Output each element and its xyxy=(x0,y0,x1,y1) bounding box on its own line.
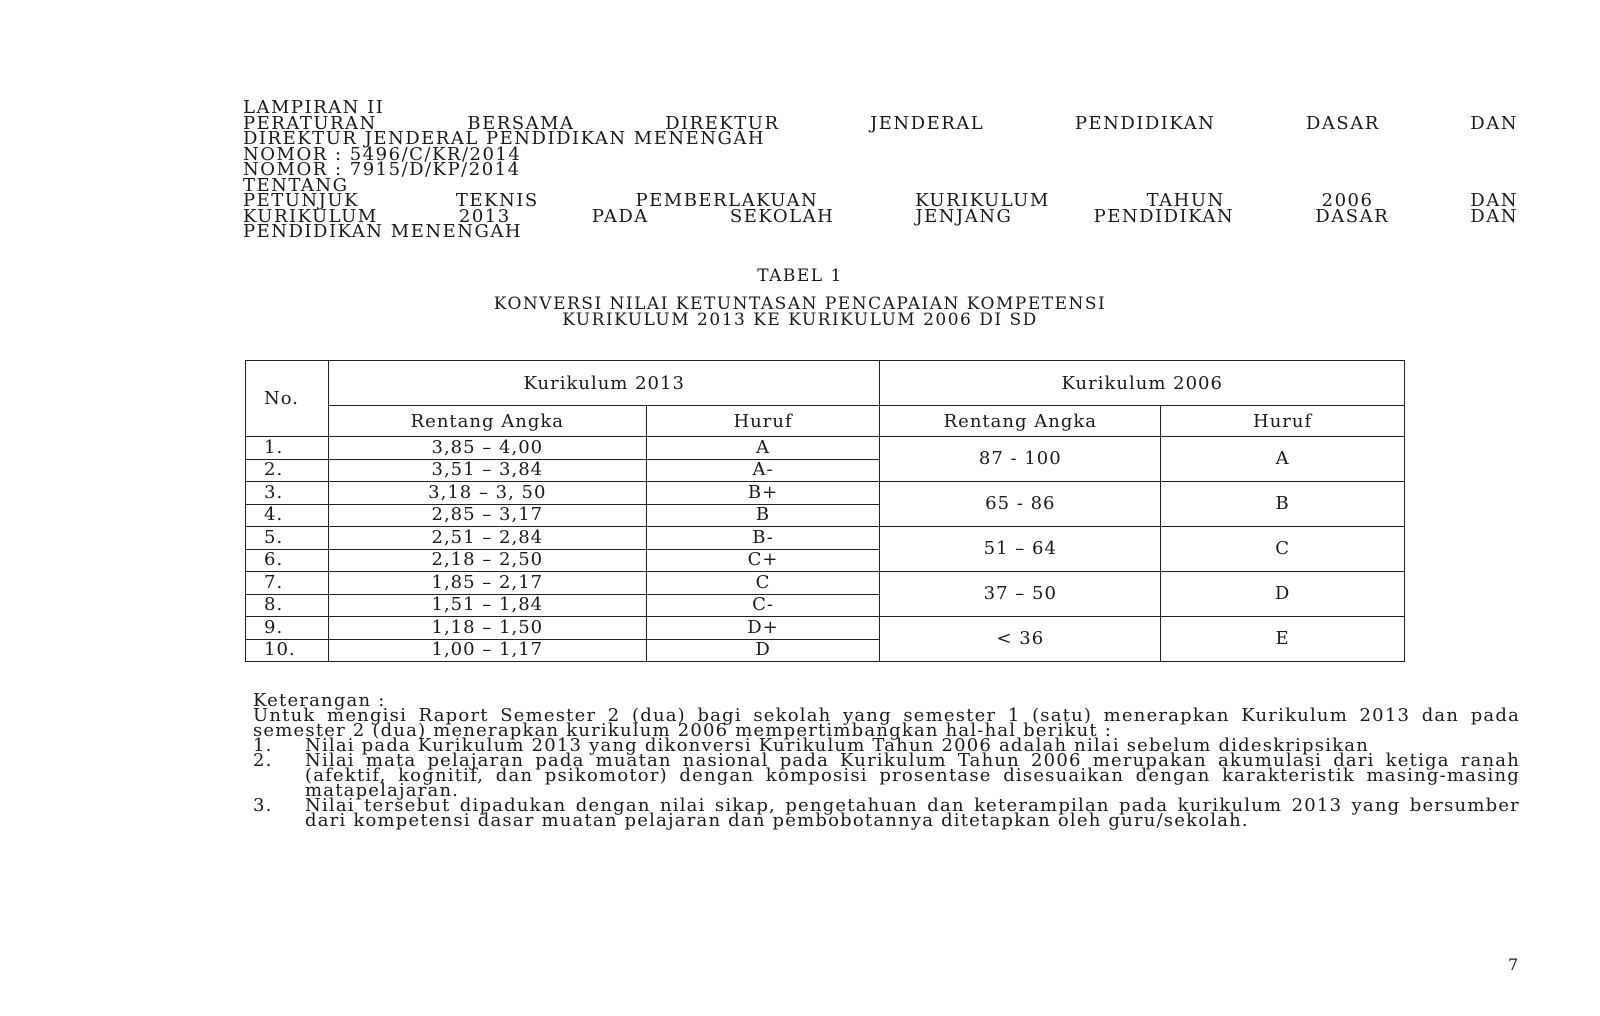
header-huruf-2013: Huruf xyxy=(646,406,880,437)
table-row xyxy=(246,527,1405,550)
cell-no: 8. xyxy=(246,594,329,617)
cell-no: 7. xyxy=(246,572,329,595)
list-item-number: 2. xyxy=(253,750,273,771)
cell-no: 10. xyxy=(246,639,329,662)
header-line: DIREKTUR JENDERAL PENDIDIKAN MENENGAH xyxy=(243,128,766,149)
header-line: PERATURAN BERSAMA DIREKTUR JENDERAL PENDIDIKAN DASAR DAN xyxy=(243,112,1518,134)
cell-huruf-2006: A xyxy=(1161,437,1405,482)
table-row xyxy=(246,617,1405,640)
cell-huruf-2013: B- xyxy=(646,527,880,550)
cell-no: 1. xyxy=(246,437,329,460)
table-row xyxy=(246,572,1405,595)
cell-rentang-2006: 87 - 100 xyxy=(880,437,1161,482)
table-number: TABEL 1 xyxy=(757,266,843,286)
cell-rentang-2013: 2,85 – 3,17 xyxy=(328,504,646,527)
cell-huruf-2013: D xyxy=(646,639,880,662)
header-line: TENTANG xyxy=(243,174,349,196)
header-line: LAMPIRAN II xyxy=(243,97,385,118)
header-no: No. xyxy=(246,361,329,437)
table-row xyxy=(246,482,1405,505)
list-item-text: Nilai tersebut dipadukan dengan nilai sikap, pengetahuan dan keterampilan pada kurikulum 2013 yang bersumber dari kompetensi dasar muatan pelajaran dan pembobotannya ditetapkan oleh guru/sekolah. xyxy=(305,795,1520,831)
cell-no: 9. xyxy=(246,617,329,640)
caption-line-1: KONVERSI NILAI KETUNTASAN PENCAPAIAN KOMPETENSI xyxy=(493,294,1107,314)
page-number: 7 xyxy=(1508,955,1519,974)
cell-rentang-2013: 3,51 – 3,84 xyxy=(328,459,646,482)
header-rentang-2013: Rentang Angka xyxy=(328,406,646,437)
list-item xyxy=(253,750,1520,801)
header-kurikulum-2013: Kurikulum 2013 xyxy=(328,361,879,406)
keterangan-section xyxy=(253,690,1520,831)
cell-huruf-2013: C xyxy=(646,572,880,595)
cell-huruf-2006: C xyxy=(1161,527,1405,572)
header-line: NOMOR : 7915/D/KP/2014 xyxy=(243,159,521,180)
cell-rentang-2013: 2,51 – 2,84 xyxy=(328,527,646,550)
list-item xyxy=(253,795,1520,831)
cell-no: 5. xyxy=(246,527,329,550)
header-line: KURIKULUM 2013 PADA SEKOLAH JENJANG PENDIDIKAN DASAR DAN xyxy=(243,205,1518,227)
cell-rentang-2013: 3,18 – 3, 50 xyxy=(328,482,646,505)
cell-rentang-2013: 1,00 – 1,17 xyxy=(328,639,646,662)
header-kurikulum-2006: Kurikulum 2006 xyxy=(880,361,1405,406)
cell-huruf-2006: D xyxy=(1161,572,1405,617)
cell-rentang-2013: 2,18 – 2,50 xyxy=(328,549,646,572)
caption-line-2: KURIKULUM 2013 KE KURIKULUM 2006 DI SD xyxy=(562,310,1038,330)
cell-no: 4. xyxy=(246,504,329,527)
header-rentang-2006: Rentang Angka xyxy=(880,406,1161,437)
cell-huruf-2013: D+ xyxy=(646,617,880,640)
cell-huruf-2013: B+ xyxy=(646,482,880,505)
cell-no: 6. xyxy=(246,549,329,572)
list-item-text: Nilai pada Kurikulum 2013 yang dikonversi Kurikulum Tahun 2006 adalah nilai sebelum dideskripsikan xyxy=(305,735,1370,756)
cell-rentang-2013: 1,51 – 1,84 xyxy=(328,594,646,617)
cell-huruf-2006: B xyxy=(1161,482,1405,527)
header-line: NOMOR : 5496/C/KR/2014 xyxy=(243,143,522,165)
table-caption xyxy=(0,296,1600,328)
keterangan-label: Keterangan : xyxy=(253,690,386,711)
cell-huruf-2006: E xyxy=(1161,617,1405,662)
cell-no: 2. xyxy=(246,459,329,482)
cell-rentang-2013: 1,85 – 2,17 xyxy=(328,572,646,595)
header-line: PETUNJUK TEKNIS PEMBERLAKUAN KURIKULUM TAHUN 2006 DAN xyxy=(243,190,1518,211)
cell-huruf-2013: B xyxy=(646,504,880,527)
cell-rentang-2006: 51 – 64 xyxy=(880,527,1161,572)
keterangan-intro: Untuk mengisi Raport Semester 2 (dua) bagi sekolah yang semester 1 (satu) menerapkan Kurikulum 2013 dan pada semester 2 (dua) menerapkan kurikulum 2006 mempertimbangkan hal-hal berikut : xyxy=(253,705,1520,741)
table-row xyxy=(246,437,1405,460)
cell-rentang-2006: 37 – 50 xyxy=(880,572,1161,617)
list-item-number: 1. xyxy=(253,735,273,756)
list-item-number: 3. xyxy=(253,795,273,816)
cell-rentang-2006: 65 - 86 xyxy=(880,482,1161,527)
cell-rentang-2013: 3,85 – 4,00 xyxy=(328,437,646,460)
cell-huruf-2013: C- xyxy=(646,594,880,617)
cell-huruf-2013: A xyxy=(646,437,880,460)
header-huruf-2006: Huruf xyxy=(1161,406,1405,437)
list-item-text: Nilai mata pelajaran pada muatan nasional pada Kurikulum Tahun 2006 merupakan akumulasi dari ketiga ranah (afektif, kognitif, dan psikomotor) dengan komposisi prosentase disesuaikan dengan karakteristik masing-masing matapelajaran. xyxy=(305,750,1520,801)
lampiran-header xyxy=(243,97,1518,242)
cell-no: 3. xyxy=(246,482,329,505)
cell-huruf-2013: C+ xyxy=(646,549,880,572)
cell-huruf-2013: A- xyxy=(646,459,880,482)
conversion-table xyxy=(245,360,1405,662)
cell-rentang-2013: 1,18 – 1,50 xyxy=(328,617,646,640)
cell-rentang-2006: < 36 xyxy=(880,617,1161,662)
header-line: PENDIDIKAN MENENGAH xyxy=(243,221,523,242)
